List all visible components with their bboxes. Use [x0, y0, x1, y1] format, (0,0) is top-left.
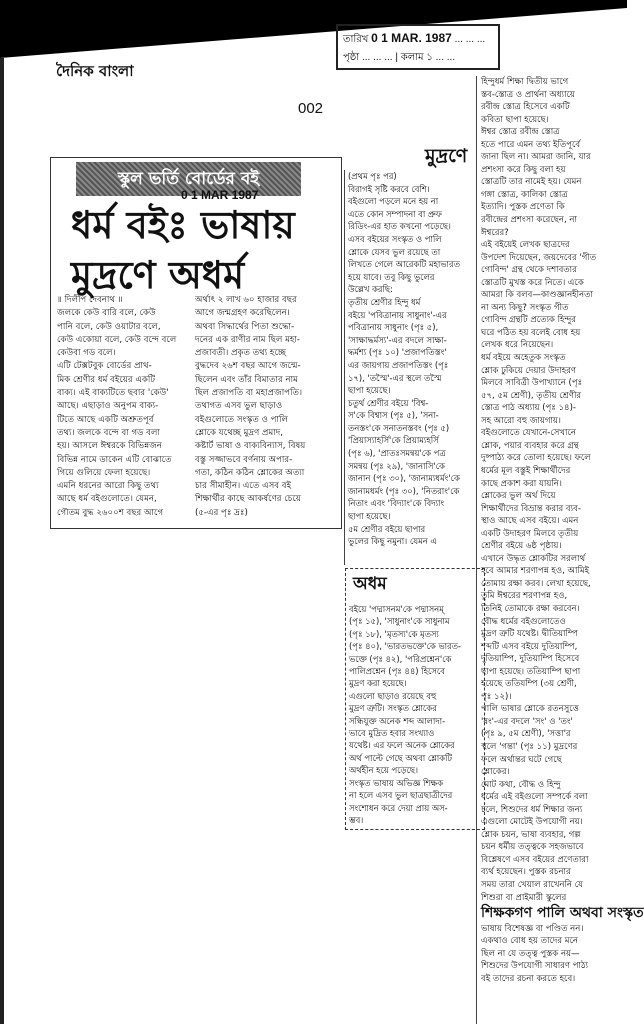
- text-line: শ্লোকে যথেচ্ছ মুদ্রণ প্রমাদ,: [195, 427, 283, 438]
- text-line: তৃতীয় শ্রেণীর হিন্দু ধর্ম: [348, 296, 421, 307]
- text-line: স্তোত্রটি মুখস্ত করে নিতে। একে: [481, 277, 584, 288]
- column-fill: ১ ... ...: [426, 52, 456, 63]
- middle-column: [344, 170, 482, 565]
- text-line: নিতাং এবং 'বিদ্যাং'কে বিদ্যাং: [348, 498, 445, 509]
- text-line: দুষ্পাঠ্য করে তোলা হয়েছে। ফলে: [481, 453, 591, 464]
- page-label: পৃষ্ঠা: [343, 52, 360, 63]
- text-line: বইয়ে 'পদ্মাসনম'কে পদ্মাসনম্: [349, 604, 444, 614]
- text-line: যথেষ্ট। এর ফলে অনেক শ্লোকের: [349, 740, 455, 751]
- text-line: জানামধর্মং (পৃঃ ৩০), 'নিতরাং'কে: [348, 485, 460, 496]
- text-line: এর জায়গায় প্রজাপতিস্তং (পৃঃ: [348, 359, 449, 370]
- text-line: মুদ্রণ ত্রুটি যথেষ্ট। দ্বীতিয়াম্পি: [481, 629, 578, 640]
- text-line: কেউবা গড বলে।: [57, 348, 116, 359]
- text-line: দ্ধর্মশ্য (পৃঃ ১০) 'প্রজাপতিস্তং': [348, 347, 447, 358]
- text-line: শ্লোক চয়ন, ভাষা ব্যবহার, গল্প: [481, 829, 581, 840]
- text-line: বিশ্লেষণে এসব বইয়ের প্রণেতারা: [481, 854, 589, 865]
- text-line: ঈশ্বর স্তোত্র রবীন্দ্র স্তোত্র: [481, 127, 560, 138]
- text-line: হয়েছে ততিযম্পি (৩য় শ্রেণী,: [481, 679, 577, 690]
- main-article: [50, 157, 342, 529]
- text-line: অর্থ পাল্টে গেছে অথবা শ্লোকটি: [349, 752, 452, 763]
- text-line: ভুলের কিছু নমুনা। যেমন এ: [348, 536, 437, 547]
- text-line: বইগুলোতে যেখানে-সেখানে: [481, 428, 576, 439]
- scan-left-edge: [0, 58, 4, 1024]
- text-line: পৃঃ ১২)।: [481, 691, 512, 702]
- text-line: স'কে বিশ্বাস (পৃঃ ৫), 'সনা-: [348, 410, 439, 421]
- text-line: জানান (পৃঃ ৩০), 'জানাম্যধর্মং'কে: [348, 473, 460, 484]
- newspaper-masthead: দৈনিক বাংলা: [56, 62, 134, 80]
- text-line: আছে। এছাড়াও অনুপম বাক্য-: [57, 401, 159, 412]
- text-line: হিন্দুধর্ম শিক্ষা দ্বিতীয় ভাগে: [481, 77, 569, 87]
- text-line: ছাপা হয়েছে।: [348, 385, 391, 396]
- text-line: জানা ছিল না। আমরা জানি, যার: [481, 152, 591, 163]
- text-line: শিক্ষার্থীদের বিভ্রান্ত করার ব্যব-: [481, 503, 581, 514]
- text-line: সমন্বয় (পৃঃ ২৯), 'জানাসি'কে: [348, 460, 445, 471]
- text-line: স্তোত্র পাঠ অধ্যায় (পৃঃ ১৪)-: [481, 403, 576, 414]
- text-line: রবীন্দ্র স্তোত্র হিসেবে একটি: [481, 102, 570, 113]
- text-line: মুদ্রণ করা হয়েছে।: [349, 678, 407, 689]
- text-line: বুদ্ধদেব ২৬শ বছর আগে জন্মে-: [195, 361, 301, 372]
- text-line: শ্লোকের।: [481, 767, 510, 778]
- right-column-text-end: [481, 923, 627, 986]
- text-line: (পৃঃ ১৮), 'মৃতস্য'কে মৃতস্য: [349, 628, 439, 639]
- text-line: পানি বলে, কেউ ওয়াটার বলে,: [57, 321, 161, 332]
- text-line: (পৃঃ ৯, ৫ম শ্রেণী), 'সত্তা'র: [481, 729, 571, 740]
- text-line: শিক্ষার্থীর কাছে আকর্ষণের চেয়ে: [195, 494, 301, 505]
- text-line: চার সীমাহীন। এতে এসব বই: [195, 481, 292, 492]
- text-line: বইগুলোতে সংস্কৃত ও পালি: [195, 414, 288, 425]
- text-line: দনের এক রাণীর নাম ছিল মহা-: [195, 334, 300, 345]
- text-line: (পৃঃ ১৫), 'সাধুনাং'কে সাধুনাম: [349, 616, 450, 627]
- text-line: তথ্য। জলকে বন্দে বা গড বলা: [57, 427, 160, 438]
- text-line: ঈশ্বরের?: [481, 227, 509, 238]
- text-line: আগে জন্মগ্রহণ করেছিলেন।: [195, 308, 290, 319]
- text-line: (পৃঃ ৪০), 'ভারতভক্তে'কে ভারত-: [349, 641, 461, 652]
- text-line: রিডিং-এর হাত কখনো পড়েছে।: [348, 221, 451, 232]
- text-line: শব্দটি এসব বইয়ে দুতিয়াম্পি,: [481, 641, 578, 652]
- text-line: লেখক ধরে নিয়েছেন।: [481, 340, 554, 351]
- text-line: শ্লোকের ভুল অর্থ দিয়ে: [481, 491, 556, 502]
- text-line: পালি ভাষার শ্লোকে রতনসুত্তে: [481, 704, 579, 715]
- text-line: উপদেশ দিয়েছেন, জয়দেবের 'গীত: [481, 252, 597, 263]
- date-label: তারিখ: [343, 34, 369, 45]
- text-line: হতে পারে এমন তথ্য ইতিপূর্বে: [481, 139, 581, 150]
- text-line: না হলে এসব ভুল ছাত্রছাত্রীদের: [349, 790, 453, 801]
- text-line: এসব বইয়ের সংস্কৃত ও পালি: [348, 233, 442, 244]
- text-line: স্থলে 'গন্তা' (পৃঃ ১১) মুদ্রণের: [481, 741, 578, 752]
- text-line: আছে ধর্ম বইগুলোতে। যেমন,: [57, 494, 157, 505]
- text-line: ফলে অর্থান্তর ঘটে গেছে: [481, 754, 562, 765]
- text-line: কেউ একোয়া বলে, কেউ বন্দে বলে: [57, 334, 177, 345]
- continuation-text: [349, 603, 481, 826]
- text-line: তুমি ঈশ্বরের শরণাপন্ন হও,: [481, 591, 568, 602]
- text-line: না অন্য কিছু? সংস্কৃত গীত: [481, 302, 569, 313]
- text-line: ॥ দিলীপ দেবনাথ ॥: [57, 295, 123, 305]
- text-line: একটি উদাহরণ মিলবে তৃতীয়: [481, 528, 579, 539]
- text-line: অর্থাৎ ২ লাখ ৬০ হাজার বছর: [195, 295, 297, 305]
- text-line: বাক্য। এই বাক্যটিতে ছবার 'কেউ': [57, 388, 169, 399]
- text-line: গৌতম বুদ্ধ ২৬০০শ বছর আগে: [57, 507, 164, 518]
- text-line: একথাও বোধ হয় তাদের মনে: [481, 936, 578, 947]
- text-line: তোমায় রক্ষা করব। লেখা হয়েছে,: [481, 578, 591, 589]
- text-line: গঙ্গা স্তোত্র, কালিকা স্তোত্র: [481, 189, 568, 200]
- text-line: স্তোত্রটি তার নামেই হয়। যেমন: [481, 177, 582, 188]
- text-line: 'ষং'-এর বদলে 'সং' ও 'তং': [481, 716, 573, 727]
- text-line: মুদ্রণ ত্রুটি। সংস্কৃত শ্লোকের: [349, 703, 437, 714]
- text-line: বিভিন্ন নামে ডাকেন এটি বোঝাতে: [57, 454, 172, 465]
- column-label: কলাম: [400, 52, 424, 63]
- text-line: অথবা সিদ্ধার্থের পিতা শুদ্ধো-: [195, 321, 295, 332]
- text-line: সংশোধন করে দেয়া প্রায় অস-: [349, 802, 448, 813]
- text-line: এই বইয়েই লেখক ছাত্রদের: [481, 240, 570, 251]
- text-line: কবিতা ছাপা হয়েছে।: [481, 114, 549, 125]
- text-line: বৌদ্ধ ধর্মের বইগুলোতেও: [481, 616, 566, 627]
- text-line: মিক শ্রেণীর ধর্ম বইয়ের একটি: [57, 374, 156, 385]
- text-line: তনস্তং'কে সনাতনস্তবং (পৃঃ ৫): [348, 422, 450, 433]
- date-stamp: তারিখ 0 1 MAR. 1987 ... ... ... পৃষ্ঠা ... ... ... | কলাম ১ ... ...: [336, 24, 500, 70]
- text-line: পালিপ্রশ্নেন (পৃঃ ৪৪) হিসেবে: [349, 666, 445, 677]
- text-line: জলকে কেউ বারি বলে, কেউ: [57, 308, 156, 319]
- text-line: শিশুদের উপযোগী সাধারণ পাঠ্য: [481, 961, 588, 972]
- text-line: এগুলো ছাড়াও রয়েছে বহু: [349, 690, 437, 701]
- text-line: চতুর্থ শ্রেণীর বইয়ে 'বিশ্ব-: [348, 397, 429, 408]
- text-line: গতা, কঠিন কঠিন শ্লোকের অত্যা: [195, 467, 305, 478]
- page-fill: ... ... ...: [361, 52, 393, 63]
- text-line: এতে কোন সম্পাদনা বা প্রুফ: [348, 208, 442, 219]
- text-line: ছাপা হয়েছে।: [348, 511, 391, 522]
- text-line: আমরা কি বলব—কাণ্ডজ্ঞানহীনতা: [481, 290, 593, 301]
- text-line: এমনি ধরনের আরো কিছু তথ্য: [57, 481, 159, 492]
- text-line: দুতিয়াম্পি, দুতিয়াম্পি হিসেবে: [481, 654, 580, 665]
- text-line: চয়ন ধর্মীয় তত্ত্বকে সহজভাবে: [481, 842, 584, 853]
- text-line: সহ আরো বহু জায়গায়।: [481, 415, 561, 426]
- text-line: ভাষায় বিশেষজ্ঞ বা পণ্ডিত নন।: [481, 923, 584, 934]
- text-line: স্তব-স্তোত্র ও প্রার্থনা অধ্যায়ে: [481, 89, 575, 100]
- article-column-2: [195, 294, 337, 520]
- text-line: ১৭), 'তস্মৈ'-এর স্থলে তস্মৈ: [348, 372, 442, 383]
- headline-line-1: ধর্ম বইঃ ভাষায়: [71, 203, 295, 247]
- text-line: শিশুরা বা প্রাইমারী স্কুলের: [481, 892, 567, 903]
- text-line: অর্থহীন হয়ে পড়েছে।: [349, 765, 418, 776]
- text-line: শ্রেণীর বইয়ে ৬ষ্ঠ পৃষ্ঠায়।: [481, 541, 562, 552]
- text-line: চলে, শিশুদের ধর্ম শিক্ষার জন্য: [481, 804, 583, 815]
- headline-line-2: মুদ্রণে অধর্ম: [71, 253, 245, 297]
- text-line: উল্লেখ করছি:: [348, 284, 393, 295]
- right-column: [476, 76, 644, 1024]
- article-banner: স্কুল ভর্তি বোর্ডের বই: [76, 162, 301, 196]
- text-line: ভাবে মুদ্রিত হবার সংখ্যাও: [349, 728, 435, 739]
- text-line: ছিল প্রজাপতি বা মহাপ্রজাপতি।: [195, 388, 303, 399]
- text-line: (পৃঃ ৬), 'প্রাতঃসমন্বয়'কে পত্র: [348, 448, 446, 459]
- text-line: কাছে প্রকাশ করা যায়নি।: [481, 478, 562, 489]
- article-column-1: [57, 294, 191, 520]
- right-column-text: [481, 76, 627, 904]
- text-line: ভক্তে (পৃঃ ৪২), 'পরিপ্রশ্নেন'কে: [349, 653, 452, 664]
- text-line: এগুলো মোটেই উপযোগী নয়।: [481, 817, 583, 828]
- text-line: গোবিন্দ গ্রন্থটি প্রত্যেক হিন্দুর: [481, 315, 576, 326]
- text-line: হয়ে যাবে। তবু কিছু ভুলের: [348, 271, 435, 282]
- text-line: বই তাদের রচনা করতে হবে।: [481, 973, 576, 984]
- text-line: মিলবে সাবিত্রী উপাখ্যানে (পৃঃ: [481, 378, 583, 389]
- text-line: তথাগত এসব ভুল ছাড়াও: [195, 401, 283, 412]
- text-line: লিখতে গেলে আরেকটি মহাভারত: [348, 259, 460, 270]
- text-line: প্রজাবতী। প্রকৃত তথ্য হচ্ছে: [195, 348, 287, 359]
- text-line: ব্যর্থ হয়েছেন। পুস্তক রচনার: [481, 867, 571, 878]
- text-line: ম্ভব।: [349, 814, 364, 825]
- text-line: ইত্যাদি। পুস্তক প্রণেতা কি: [481, 202, 565, 213]
- text-line: ঘরে পঠিত হয় বলেই বোধ হয়: [481, 327, 581, 338]
- text-line: এখানে উদ্ধৃত শ্লোকটির সরলার্থ: [481, 553, 586, 564]
- text-line: ধর্মের এই বইগুলো সম্পর্কে বলা: [481, 792, 588, 803]
- text-line: গোবিন্দ' গ্রন্থ থেকে দশাবতার: [481, 265, 577, 276]
- text-line: শ্লোক ঢুকিয়ে দেয়ার উদাহরণ: [481, 365, 577, 376]
- text-line: তিনিই তোমাকে রক্ষা করবেন।: [481, 603, 580, 614]
- text-line: বস্তু সজ্জাভবে বর্ণনায় অপার-: [195, 454, 293, 465]
- text-line: শ্লোকে যেসব ভুল রয়েছে তা: [348, 246, 441, 257]
- text-line: প্রশংসা করে কিছু বলা হয়: [481, 164, 566, 175]
- text-line: (প্রথম পৃঃ পর): [348, 171, 397, 181]
- text-line: শ্লোক, পয়ার ব্যবহার করে গ্রন্থ: [481, 440, 579, 451]
- date-fill: ... ... ...: [454, 34, 486, 45]
- text-line: সন্ধিযুক্ত অনেক শব্দ আলাদা-: [349, 715, 446, 726]
- text-line: ছিলেন এবং তাঁর বিমাতার নাম: [195, 374, 298, 385]
- text-line: ধর্মের মূল বস্তুই শিক্ষার্থীদের: [481, 465, 571, 476]
- text-line: রবীন্দ্রের প্রশংসা করেছেন, না: [481, 215, 577, 226]
- text-line: এটি টেক্সটবুক বোর্ডের প্রাথ-: [57, 361, 152, 372]
- text-line: সময় তারা খেয়াল রাখেননি যে: [481, 880, 584, 890]
- continuation-heading: অধম: [353, 574, 387, 594]
- text-line: মোট কথা, বৌদ্ধ ও হিন্দু: [481, 779, 561, 790]
- continuation-box: [345, 568, 485, 830]
- date-value: 0 1 MAR. 1987: [371, 31, 452, 45]
- text-line: ৫ম শ্রেণীর বইয়ে ছাপার: [348, 523, 426, 534]
- text-line: সংস্কৃত ভাষায় অভিজ্ঞ শিক্ষক: [349, 777, 443, 788]
- text-line: ৫৭, ৫ম শ্রেণী), তৃতীয় শ্রেণীর: [481, 390, 582, 401]
- right-column-subheading: শিক্ষকগণ পালি অথবা সংস্কৃত: [481, 905, 644, 922]
- text-line: হবে আমার শরণাপন্ন হও, আমিই: [481, 566, 590, 577]
- text-line: স্থাও আছে এসব বইয়ে। এমন: [481, 516, 579, 527]
- text-line: বিরাগই সৃষ্টি করবে বেশি।: [348, 183, 430, 194]
- text-line: পবিত্রানায় সাধুনাং (পৃঃ ৫),: [348, 322, 439, 333]
- page-number: 002: [298, 100, 324, 117]
- text-line: (৫-এর পৃঃ দ্রঃ): [195, 507, 248, 518]
- text-line: 'সাক্ষাদ্ধর্মস্য'-এর বদলে সাক্ষা-: [348, 334, 447, 345]
- text-line: টিতে আছে একটি অশ্রুতপূর্ব: [57, 414, 154, 425]
- text-line: বইয়ে 'পবিত্রানায় সাধুনাং'-এর: [348, 309, 447, 320]
- text-line: বইগুলো পড়লে মনে হয় না: [348, 196, 439, 207]
- text-line: ছাপা হয়েছে। ততিয়াম্পি ছাপা: [481, 666, 581, 677]
- text-line: 'প্রিয়াস্যাহর্সি'কে প্রিয়াম্যহর্সি: [348, 435, 439, 446]
- text-line: হয়। আসলে ঈশ্বরকে বিভিন্নজন: [57, 441, 162, 452]
- text-line: কষ্টার্ট ভাষা ও বাক্যবিন্যাস, বিষয়: [195, 441, 306, 452]
- text-line: ছিল না যে তত্ত্ব পুস্তক নয়—: [481, 948, 580, 959]
- continued-heading: মুদ্রণে: [425, 145, 468, 167]
- article-date-stamp: 0 1 MAR 1987: [181, 188, 259, 202]
- text-line: গিয়ে গুলিয়ে ফেলা হয়েছে।: [57, 467, 151, 478]
- text-line: ধর্ম বইয়ে অহেতুক সংস্কৃত: [481, 353, 566, 364]
